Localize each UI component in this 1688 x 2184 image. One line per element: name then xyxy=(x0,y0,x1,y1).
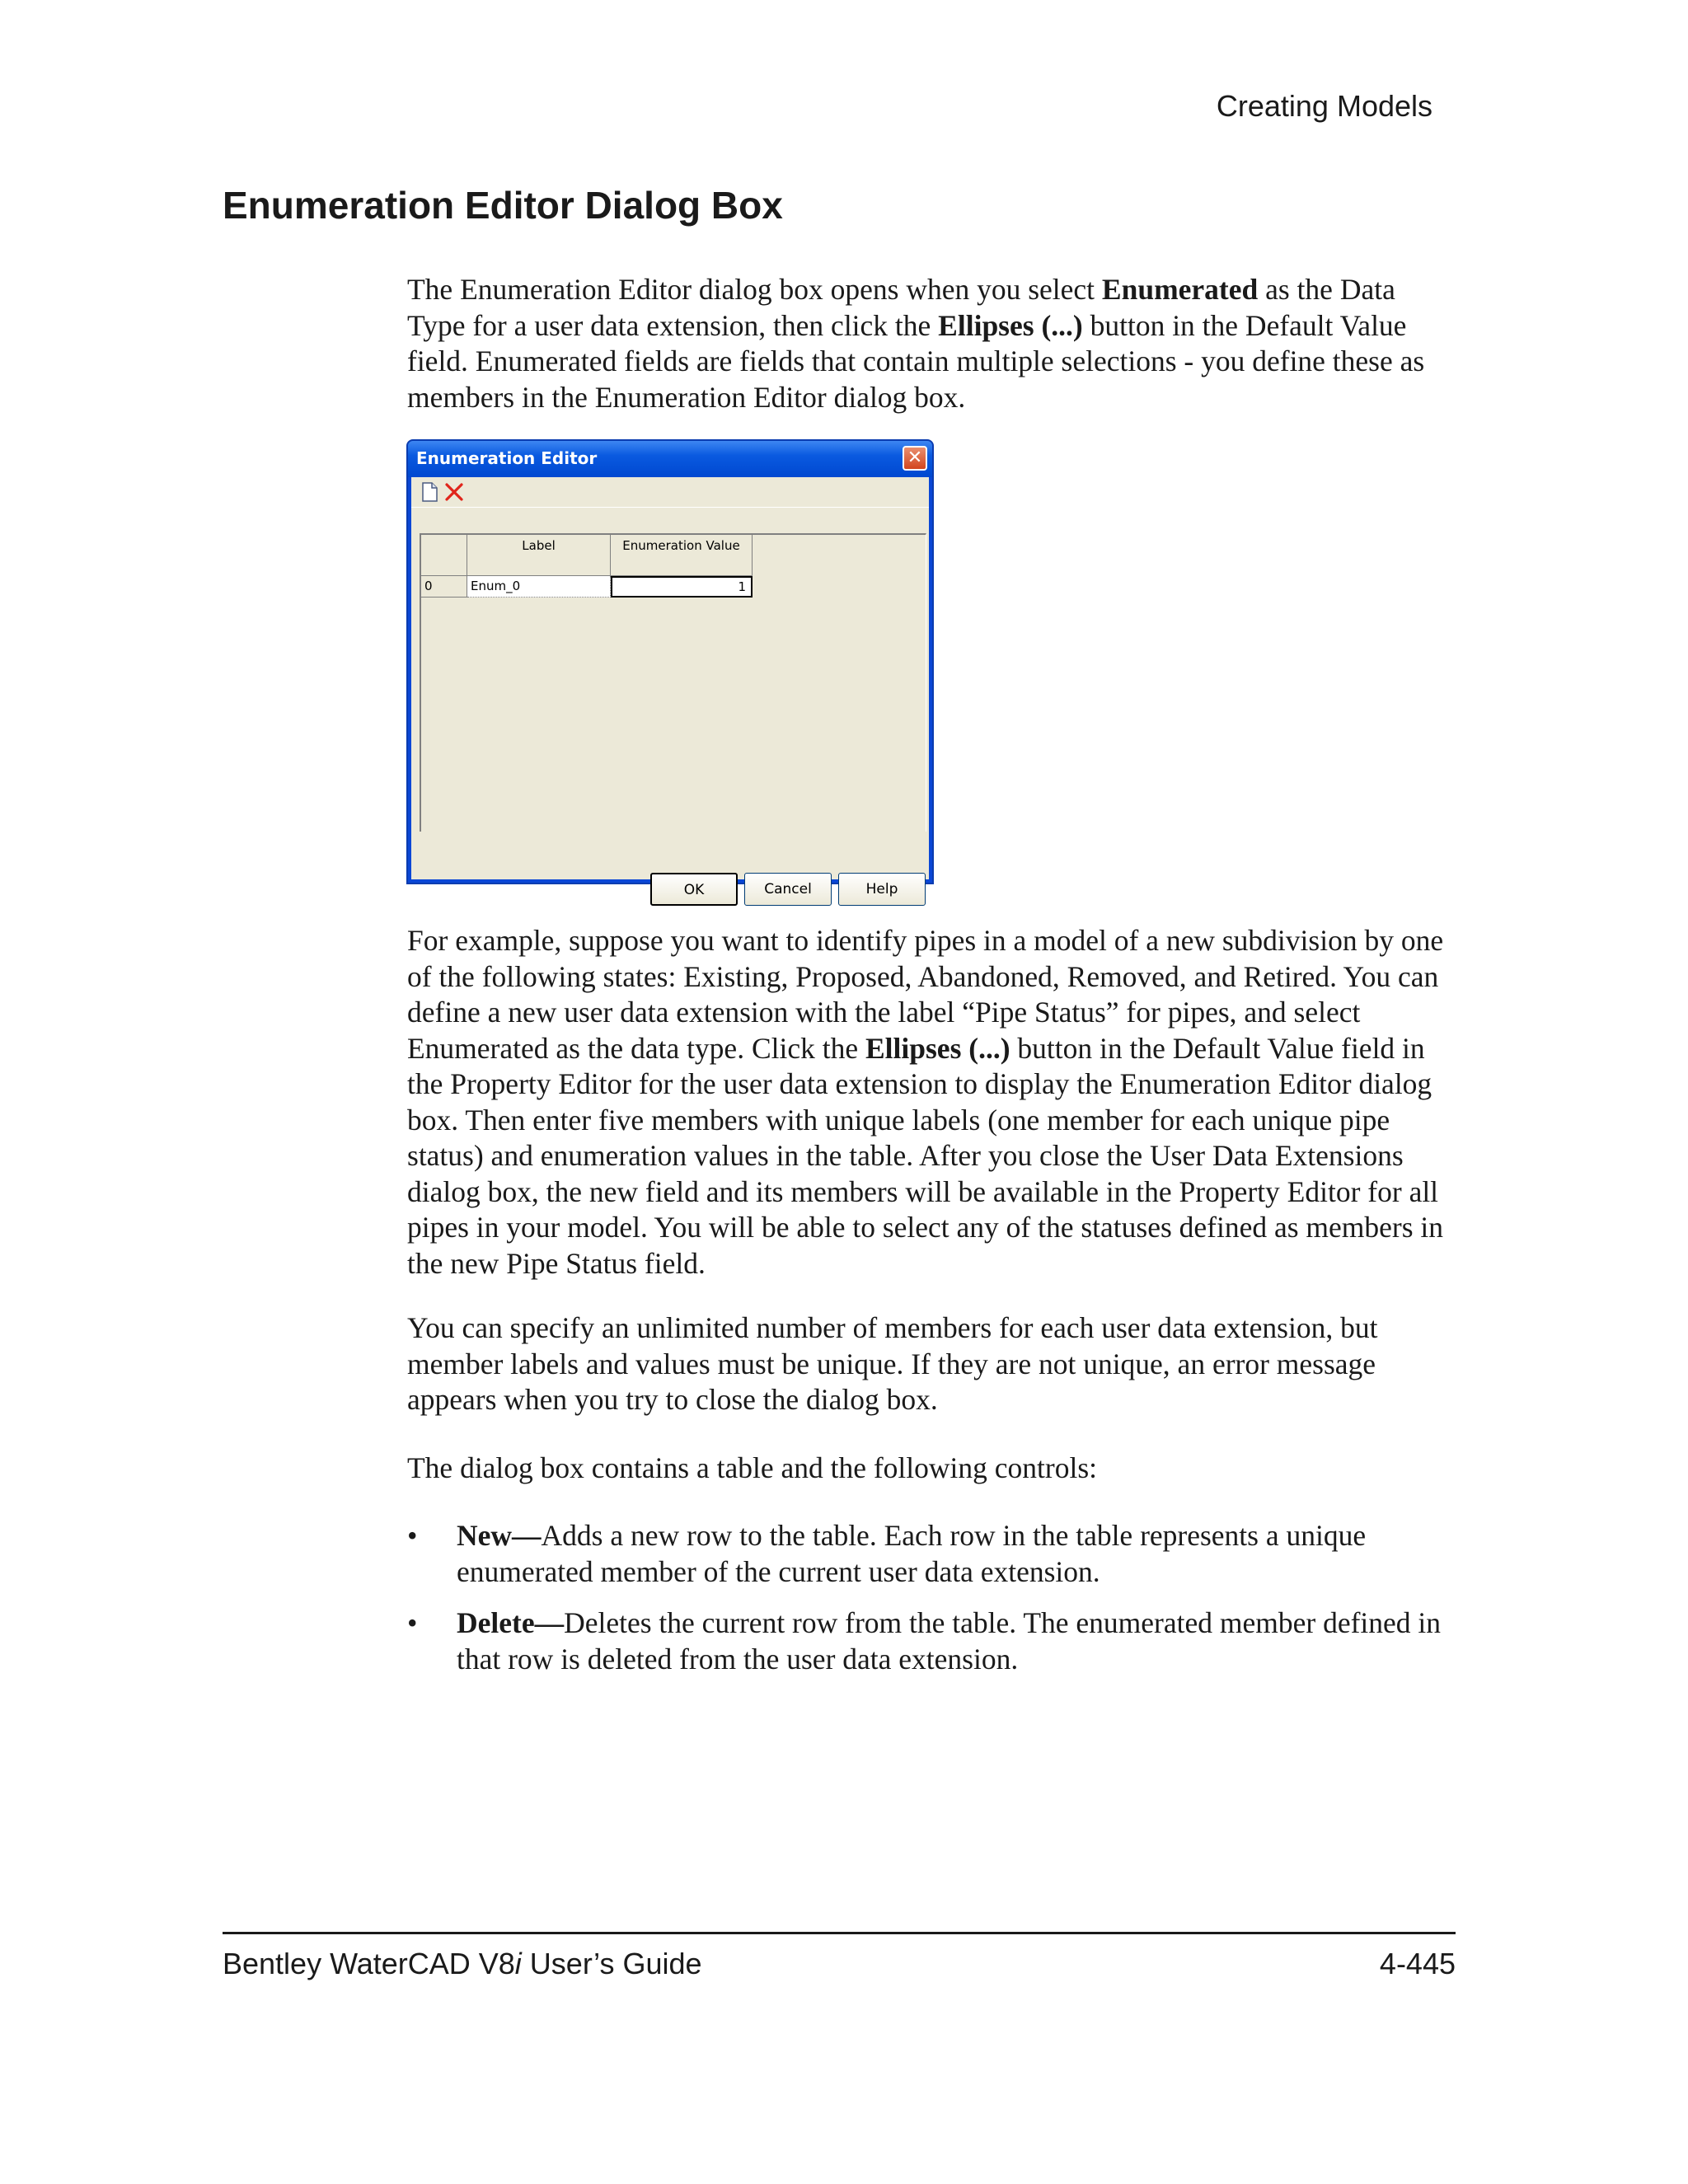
controls-list xyxy=(407,1518,1454,1693)
bold-term: New— xyxy=(457,1519,542,1552)
enumeration-table xyxy=(420,533,926,832)
page-number: 4-445 xyxy=(1379,1947,1456,1980)
delete-x-icon xyxy=(443,480,466,504)
footer-guide-title xyxy=(223,1947,702,1981)
bold-term: Delete— xyxy=(457,1606,565,1639)
bullet-marker: • xyxy=(407,1606,418,1639)
dialog-title: Enumeration Editor xyxy=(416,448,598,468)
text-span: as the Data Type for a user data extension, then click the xyxy=(407,273,1395,342)
dialog-titlebar[interactable] xyxy=(408,441,932,477)
italic-text: i xyxy=(514,1947,522,1980)
dialog-client-area xyxy=(411,477,929,898)
running-header: Creating Models xyxy=(1216,89,1432,123)
column-header-enumeration-value[interactable]: Enumeration Value xyxy=(611,535,753,576)
page-title: Enumeration Editor Dialog Box xyxy=(223,184,783,227)
footer-rule xyxy=(223,1932,1456,1934)
enumeration-value-cell[interactable]: 1 xyxy=(611,576,753,598)
new-button[interactable] xyxy=(418,480,441,504)
text-span: Deletes the current row from the table. The enumerated member defined in that row is deleted from the user data extension. xyxy=(457,1606,1442,1675)
new-document-icon xyxy=(418,480,441,504)
row-index-cell[interactable]: 0 xyxy=(421,576,467,598)
cancel-button[interactable]: Cancel xyxy=(744,873,832,906)
delete-button[interactable] xyxy=(443,480,466,504)
bold-term: Ellipses (...) xyxy=(938,308,1083,342)
example-paragraph xyxy=(407,923,1454,1282)
intro-paragraph xyxy=(407,272,1454,415)
dialog-toolbar xyxy=(411,477,929,508)
text-span: button in the Default Value field in the Property Editor for the user data extension to display the Enumeration Editor dialog box. Then enter five members with unique labels (one member for each unique pipe status) and enumeration values in the table. After you close the User Data Extensions dialog box, the new field and its members will be available in the Property Editor for all pipes in your model. You will be able to select any of the statuses defined as members in the new Pipe Status field. xyxy=(407,1031,1444,1280)
column-header-label[interactable]: Label xyxy=(467,535,611,576)
table-corner-header xyxy=(421,535,467,576)
help-button[interactable]: Help xyxy=(838,873,926,906)
close-icon: ✕ xyxy=(907,448,923,468)
enumeration-editor-dialog xyxy=(406,439,934,898)
text-span: User’s Guide xyxy=(521,1947,702,1980)
text-span: For example, suppose you want to identify pipes in a model of a new subdivision by one of the following states: Existing, Proposed, Abandoned, Removed, and Retired. You can define a new user data extension with the label “Pipe Status” for pipes, and select Enumerated as the data type. Click the xyxy=(407,924,1444,1065)
list-item xyxy=(407,1518,1454,1590)
text-span: The Enumeration Editor dialog box opens when you select xyxy=(407,273,1102,306)
bold-term: Enumerated xyxy=(1101,273,1259,306)
ok-button[interactable]: OK xyxy=(650,873,738,906)
text-span: Bentley WaterCAD V8 xyxy=(223,1947,515,1980)
bullet-marker: • xyxy=(407,1519,418,1552)
label-cell[interactable]: Enum_0 xyxy=(467,576,611,598)
close-button[interactable] xyxy=(903,446,927,471)
members-paragraph: You can specify an unlimited number of members for each user data extension, but member labels and values must be unique. If they are not unique, an error message appears when you try to close the dialog box. xyxy=(407,1311,1378,1416)
text-span: Adds a new row to the table. Each row in the table represents a unique enumerated member of the current user data extension. xyxy=(457,1519,1367,1588)
text-span: button in the Default Value field. Enumerated fields are fields that contain multiple selections - you define these as members in the Enumeration Editor dialog box. xyxy=(407,308,1425,414)
bold-term: Ellipses (...) xyxy=(865,1031,1010,1065)
controls-intro-paragraph: The dialog box contains a table and the following controls: xyxy=(407,1451,1098,1484)
list-item xyxy=(407,1605,1454,1677)
